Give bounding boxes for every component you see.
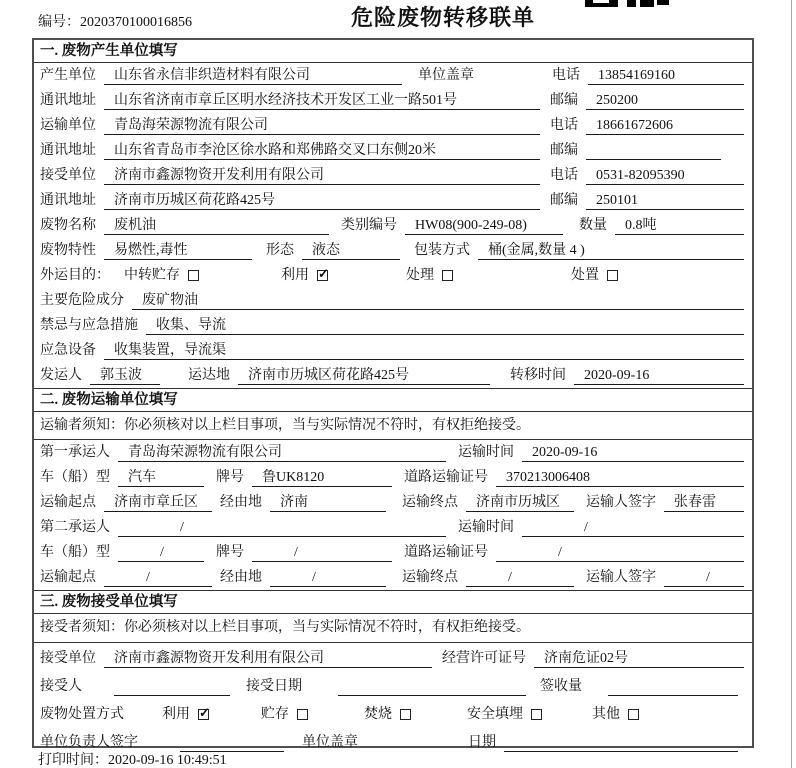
taboo-label: 禁忌与应急措施 — [40, 318, 138, 333]
storage-checkbox-group — [261, 706, 308, 723]
utilize1-label: 利用 — [281, 268, 309, 283]
accept-date-label: 接受日期 — [246, 679, 302, 694]
receiver-postcode-field: 250101 — [586, 191, 744, 210]
terminus2-label: 运输终点 — [402, 570, 458, 585]
carrier2-vehicle-field: / — [118, 543, 204, 562]
transfer-storage-checkbox — [188, 270, 199, 281]
form-row — [34, 671, 752, 699]
storage-checkbox — [297, 709, 308, 720]
via1-label: 经由地 — [220, 495, 262, 510]
carrier1-label: 第一承运人 — [40, 445, 110, 460]
form-row — [34, 188, 752, 213]
utilize2-label: 利用 — [162, 707, 190, 722]
responsible-label: 单位负责人签字 — [40, 735, 138, 750]
waste-property-field: 易燃性,毒性 — [104, 241, 252, 260]
transporter-phone-field: 18661672606 — [586, 116, 744, 135]
hazard-label: 主要危险成分 — [40, 293, 124, 308]
manifest-form — [32, 38, 754, 748]
carrier1-license-field: 370213006408 — [496, 468, 744, 487]
qr-code-fragment-icon — [585, 0, 675, 8]
addr3-label: 通讯地址 — [40, 193, 96, 208]
form-label: 形态 — [266, 243, 294, 258]
phone1-label: 电话 — [552, 68, 580, 83]
form-row — [34, 440, 752, 465]
disposal-label: 废物处置方式 — [40, 707, 124, 722]
utilize1-checkbox — [317, 270, 328, 281]
transfer-storage-checkbox-group — [124, 267, 199, 284]
carrier1-terminus-field: 济南市历城区 — [466, 493, 574, 512]
carrier2-label: 第二承运人 — [40, 520, 110, 535]
form-row — [34, 515, 752, 540]
receiver-label: 接受单位 — [40, 168, 96, 183]
acceptor-person-label: 接受人 — [40, 679, 82, 694]
carrier1-date-field: 2020-09-16 — [522, 443, 744, 462]
incinerate-checkbox-group — [364, 706, 411, 723]
incinerate-label: 焚烧 — [364, 707, 392, 722]
section-title: 一. 废物产生单位填写 — [34, 40, 752, 63]
carrier2-signature-field: / — [664, 568, 744, 587]
accept-date-field — [338, 677, 526, 696]
producer-postcode-field: 250200 — [586, 91, 744, 110]
transfer-date-field: 2020-09-16 — [574, 366, 744, 385]
producer-address-field: 山东省济南市章丘区明水经济技术开发区工业一路501号 — [104, 91, 540, 110]
form-row — [34, 163, 752, 188]
carrier1-vehicle-field: 汽车 — [118, 468, 204, 487]
carrier1-signature-field: 张春雷 — [664, 493, 744, 512]
waste-quantity-field: 0.8吨 — [615, 216, 744, 235]
sign2-label: 运输人签字 — [586, 570, 656, 585]
producer-label: 产生单位 — [40, 68, 96, 83]
form-row — [34, 238, 752, 263]
acceptor-unit-field: 济南市鑫源物资开发利用有限公司 — [104, 649, 432, 668]
carrier1-plate-field: 鲁UK8120 — [252, 468, 392, 487]
time2-label: 运输时间 — [458, 520, 514, 535]
plate1-label: 牌号 — [216, 470, 244, 485]
producer-phone-field: 13854169160 — [588, 66, 744, 85]
receiver-address-field: 济南市历城区荷花路425号 — [104, 191, 540, 210]
dispose-label: 处置 — [571, 268, 599, 283]
carrier2-date-field: / — [522, 518, 744, 537]
print-time — [38, 749, 227, 768]
utilize2-checkbox — [198, 709, 209, 720]
license-label: 经营许可证号 — [442, 651, 526, 666]
treat-label: 处理 — [406, 268, 434, 283]
form-row — [34, 88, 752, 113]
destination-label: 运达地 — [188, 368, 230, 383]
consigner-label: 发运人 — [40, 368, 82, 383]
form-row — [34, 565, 752, 590]
sign1-label: 运输人签字 — [586, 495, 656, 510]
producer-unit-field: 山东省永信非织造材料有限公司 — [104, 66, 402, 85]
accept-quantity-field — [608, 677, 738, 696]
vehicle2-label: 车（船）型 — [40, 545, 110, 560]
seal-text: 单位盖章 — [418, 68, 474, 83]
carrier2-via-field: / — [270, 568, 386, 587]
seal2-text: 单位盖章 — [302, 735, 358, 750]
road1-label: 道路运输证号 — [404, 470, 488, 485]
form-row — [34, 213, 752, 238]
vehicle1-label: 车（船）型 — [40, 470, 110, 485]
acceptor-person-field — [114, 677, 230, 696]
qr-block — [640, 0, 654, 7]
property-label: 废物特性 — [40, 243, 96, 258]
carrier1-origin-field: 济南市章丘区 — [104, 493, 212, 512]
transfer-storage-label: 中转贮存 — [124, 268, 180, 283]
section-title: 三. 废物接受单位填写 — [34, 591, 752, 614]
date2-label: 日期 — [468, 735, 496, 750]
post1-label: 邮编 — [550, 93, 578, 108]
accept-quantity-label: 签收量 — [540, 679, 582, 694]
carrier1-name-field: 青岛海荣源物流有限公司 — [118, 443, 446, 462]
dispose-checkbox-group — [571, 267, 618, 284]
waste-form-field: 液态 — [302, 241, 400, 260]
dispose-checkbox — [607, 270, 618, 281]
addr1-label: 通讯地址 — [40, 93, 96, 108]
incinerate-checkbox — [400, 709, 411, 720]
form-row — [34, 699, 752, 727]
landfill-checkbox-group — [467, 706, 542, 723]
carrier2-plate-field: / — [252, 543, 392, 562]
waste-name-field: 废机油 — [104, 216, 329, 235]
section-waste-producer — [34, 40, 752, 388]
transfer-time-label: 转移时间 — [510, 368, 566, 383]
carrier2-name-field: / — [118, 518, 446, 537]
section-notice: 接受者须知：你必须核对以上栏目事项，当与实际情况不符时，有权拒绝接受。 — [34, 614, 752, 643]
form-row — [34, 490, 752, 515]
form-row — [34, 63, 752, 88]
print-time-label: 打印时间： — [38, 753, 108, 768]
section-waste-acceptor — [34, 590, 752, 755]
print-time-value: 2020-09-16 10:49:51 — [108, 753, 227, 768]
form-row — [34, 138, 752, 163]
waste-name-label: 废物名称 — [40, 218, 96, 233]
quantity-label: 数量 — [579, 218, 607, 233]
time1-label: 运输时间 — [458, 445, 514, 460]
qr-block — [657, 0, 669, 5]
phone3-label: 电话 — [550, 168, 578, 183]
post2-label: 邮编 — [550, 143, 578, 158]
road2-label: 道路运输证号 — [404, 545, 488, 560]
receiver-phone-field: 0531-82095390 — [586, 166, 744, 185]
treat-checkbox — [442, 270, 453, 281]
other-checkbox — [628, 709, 639, 720]
destination-field: 济南市历城区荷花路425号 — [238, 366, 490, 385]
transporter-address-field: 山东省青岛市李沧区徐水路和郑佛路交叉口东侧20米 — [104, 141, 540, 160]
storage-label: 贮存 — [261, 707, 289, 722]
origin1-label: 运输起点 — [40, 495, 96, 510]
transporter-postcode-field — [586, 141, 721, 160]
post3-label: 邮编 — [550, 193, 578, 208]
other-label: 其他 — [592, 707, 620, 722]
consigner-field: 郭玉波 — [90, 366, 160, 385]
landfill-label: 安全填埋 — [467, 707, 523, 722]
via2-label: 经由地 — [220, 570, 262, 585]
packaging-label: 包装方式 — [414, 243, 470, 258]
acceptor-label: 接受单位 — [40, 651, 96, 666]
form-row — [34, 540, 752, 565]
emergency-measures-field: 收集、导流 — [146, 316, 744, 335]
equipment-label: 应急设备 — [40, 343, 96, 358]
addr2-label: 通讯地址 — [40, 143, 96, 158]
form-row — [34, 643, 752, 671]
plate2-label: 牌号 — [216, 545, 244, 560]
utilize1-checkbox-group — [281, 267, 328, 284]
carrier2-terminus-field: / — [466, 568, 574, 587]
transporter-label: 运输单位 — [40, 118, 96, 133]
form-row — [34, 263, 752, 288]
waste-category-field: HW08(900-249-08) — [405, 216, 563, 235]
form-row — [34, 338, 752, 363]
landfill-checkbox — [531, 709, 542, 720]
treat-checkbox-group — [406, 267, 453, 284]
waste-packaging-field: 桶(金属,数量 4 ) — [478, 241, 744, 260]
utilize2-checkbox-group — [162, 706, 209, 723]
form-row — [34, 313, 752, 338]
form-row — [34, 465, 752, 490]
form-row — [34, 288, 752, 313]
serial-value: 2020370100016856 — [80, 15, 192, 30]
section-notice: 运输者须知：你必须核对以上栏目事项，当与实际情况不符时，有权拒绝接受。 — [34, 412, 752, 440]
carrier2-origin-field: / — [104, 568, 212, 587]
seal-date-field — [504, 733, 738, 752]
form-row — [34, 113, 752, 138]
acceptor-license-field: 济南危证02号 — [534, 649, 744, 668]
origin2-label: 运输起点 — [40, 570, 96, 585]
hazard-component-field: 废矿物油 — [132, 291, 744, 310]
serial-label: 编号： — [38, 15, 80, 30]
category-label: 类别编号 — [341, 218, 397, 233]
section-waste-transporter — [34, 388, 752, 590]
phone2-label: 电话 — [550, 118, 578, 133]
qr-block — [585, 0, 618, 7]
other-checkbox-group — [592, 706, 639, 723]
form-row — [34, 363, 752, 388]
carrier1-via-field: 济南 — [270, 493, 386, 512]
qr-block — [627, 0, 636, 7]
page-title: 危险废物转移联单 — [350, 5, 535, 30]
transporter-unit-field: 青岛海荣源物流有限公司 — [104, 116, 540, 135]
receiver-unit-field: 济南市鑫源物资开发利用有限公司 — [104, 166, 540, 185]
emergency-equipment-field: 收集装置，导流渠 — [104, 341, 744, 360]
carrier2-license-field: / — [496, 543, 744, 562]
section-title: 二. 废物运输单位填写 — [34, 389, 752, 412]
scan-edge-line — [791, 0, 792, 768]
purpose-label: 外运目的： — [40, 268, 110, 283]
terminus1-label: 运输终点 — [402, 495, 458, 510]
